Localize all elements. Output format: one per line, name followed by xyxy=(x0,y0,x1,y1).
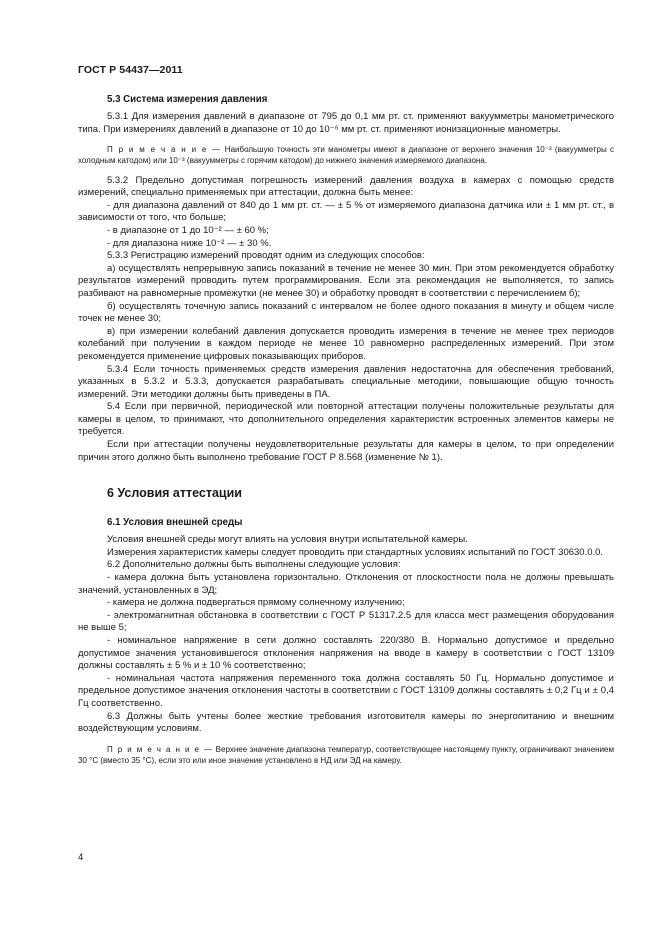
list-item: - номинальная частота напряжения переменного тока должна составлять 50 Гц. Нормально допустимое и предельное допустимое значения отклонения частоты в соответствии с ГОСТ 13109 должны составлять ± 0,2 Гц и ± 0,4 Гц соответственно. xyxy=(78,672,614,709)
paragraph-6-1-b: Измерения характеристик камеры следует проводить при стандартных условиях испытаний по ГОСТ 30630.0.0. xyxy=(107,546,604,558)
list-item-c: в) при измерении колебаний давления допускается проводить измерения в течение не менее трех периодов колебаний при получении в каждом периоде не менее 10 равномерно распределенных измерений. При этом рекомендуется применение цифровых показывающих приборов. xyxy=(78,325,614,362)
list-item: - в диапазоне от 1 до 10⁻² — ± 60 %; xyxy=(107,224,269,236)
paragraph-6-3: 6.3 Должны быть учтены более жесткие требования изготовителя камеры по энергопитанию и внешним воздействующим условиям. xyxy=(78,710,614,735)
document-header: ГОСТ Р 54437—2011 xyxy=(78,64,183,76)
list-item: - для диапазона ниже 10⁻² — ± 30 %. xyxy=(107,237,272,249)
list-item: - для диапазона давлений от 840 до 1 мм рт. ст. — ± 5 % от измеряемого диапазона датчика или ± 1 мм рт. ст., в зависимости от того, что больше; xyxy=(78,199,614,224)
paragraph-5-3-3: 5.3.3 Регистрацию измерений проводят одним из следующих способов: xyxy=(107,250,425,262)
section-5-3-title: 5.3 Система измерения давления xyxy=(107,94,268,105)
list-item: - камера должна быть установлена горизонтально. Отклонения от плоскостности пола не должны превышать значений, установленных в ЭД; xyxy=(78,572,614,596)
list-item: - номинальное напряжение в сети должно составлять 220/380 В. Нормально допустимое и предельно допустимое значения установившегося отклонения напряжения на вводе в камеру в соответствии с ГОСТ 13109 должны составлять ± 5 % и ± 10 % соответственно; xyxy=(78,635,614,672)
note-5-3-1 xyxy=(78,144,614,166)
list-item: - электромагнитная обстановка в соответствии с ГОСТ Р 51317.2.5 для класса мест размещения оборудования не выше 5; xyxy=(78,609,614,634)
paragraph-6-2: 6.2 Дополнительно должны быть выполнены следующие условия: xyxy=(107,559,401,571)
paragraph-5-3-2: 5.3.2 Предельно допустимая погрешность измерений давления воздуха в камерах с помощью средств измерений, специально применяемых при аттестации, должна быть менее: xyxy=(78,174,614,199)
note-label: П р и м е ч а н и е — xyxy=(107,744,214,754)
note-text: Верхнее значение диапазона температур, соответствующее настоящему пункту, ограничивают значением 30 °С (вместо 35 °С), если это или иное значение установлено в НД или ЭД на камеру. xyxy=(78,744,614,765)
paragraph-5-3-1: 5.3.1 Для измерения давлений в диапазоне от 795 до 0,1 мм рт. ст. применяют вакуумметры манометрического типа. При измерениях давлений в диапазоне от 10 до 10⁻⁶ мм рт. ст. применяют ионизационные манометры. xyxy=(78,111,614,135)
note-label: П р и м е ч а н и е — xyxy=(107,145,222,155)
note-6-3 xyxy=(78,744,614,766)
paragraph-5-3-4: 5.3.4 Если точность применяемых средств измерения давления недостаточна для обеспечения требований, указанных в 5.3.2 и 5.3.3, допускается разрабатывать специальные методики, повышающие общую точность измерений. Эти методики должны быть приведены в ПА. xyxy=(78,363,614,400)
list-item-b: б) осуществлять точечную запись показаний с интервалом не более одного показания в минуту и общем числе точек не менее 30; xyxy=(78,300,614,325)
paragraph-6-1-a: Условия внешней среды могут влиять на условия внутри испытательной камеры. xyxy=(107,534,468,546)
section-6-1-title: 6.1 Условия внешней среды xyxy=(107,517,243,529)
document-body xyxy=(78,93,614,774)
list-item-a: а) осуществлять непрерывную запись показаний в течение не менее 30 мин. При этом рекомендуется обработку результатов измерений проводить путем программирования. Если эта рекомендация не выполняется, то запись разбивают на равномерные промежутки (не менее 30) и обработку проводят в соответствии с перечислением б); xyxy=(78,262,614,299)
page-number: 4 xyxy=(78,852,84,863)
paragraph-5-4-cont: Если при аттестации получены неудовлетворительные результаты для камеры в целом, то при определении причин этого должно быть выполнено требование ГОСТ Р 8.568 (изменение № 1). xyxy=(78,439,614,463)
chapter-6-title: 6 Условия аттестации xyxy=(107,486,242,501)
paragraph-5-4: 5.4 Если при первичной, периодической или повторной аттестации получены положительные результаты для камеры в целом, то принимают, что дополнительного определения характеристик встроенных элементов камеры не требуется. xyxy=(78,401,614,438)
list-item: - камера не должна подвергаться прямому солнечному излучению; xyxy=(107,597,405,609)
note-text: Наибольшую точность эти манометры имеют в диапазоне от верхнего значения 10⁻² (вакуумметры с холодным катодом) или 10⁻³ (вакуумметры с горячим катодом) до нижнего значения измеряемого диапазона. xyxy=(78,145,614,166)
